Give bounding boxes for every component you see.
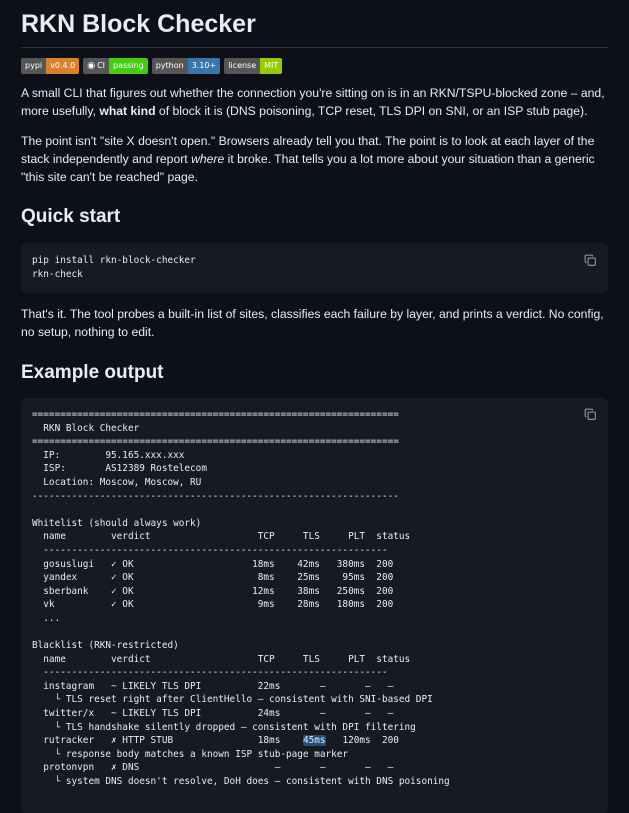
point-text-end: it broke. That tells you a lot more about your situation than a generic "this site can't be reached" page. bbox=[21, 152, 595, 184]
table-header: name verdict TCP TLS PLT status bbox=[32, 653, 411, 665]
table-row: gosuslugi ✓ OK 18ms 42ms 380ms 200 bbox=[32, 558, 394, 570]
quick-start-heading: Quick start bbox=[21, 206, 121, 227]
table-note: └ response body matches a known ISP stub-page marker bbox=[32, 748, 349, 760]
github-icon: ◉ bbox=[87, 61, 96, 71]
badge-label-text: CI bbox=[97, 61, 106, 70]
rule-line: ------------------------------------------------------------- bbox=[32, 667, 388, 679]
badge-label bbox=[224, 58, 260, 74]
whitelist-title: Whitelist (should always work) bbox=[32, 517, 202, 529]
badge-value: MIT bbox=[260, 58, 282, 74]
ellipsis-line: ... bbox=[32, 612, 61, 624]
badge-label bbox=[83, 58, 109, 74]
badge-python[interactable] bbox=[152, 58, 221, 74]
info-ip: IP: 95.165.xxx.xxx bbox=[32, 449, 185, 461]
badge-CI[interactable] bbox=[83, 58, 148, 74]
example-output-code-block bbox=[21, 398, 608, 813]
intro-paragraph bbox=[21, 84, 608, 120]
banner-line: RKN Block Checker bbox=[32, 422, 140, 434]
table-row bbox=[32, 735, 399, 746]
intro-text-end: of block it is (DNS poisoning, TCP reset, TLS DPI on SNI, or an ISP stub page). bbox=[155, 104, 588, 118]
point-paragraph bbox=[21, 132, 608, 186]
intro-text: A small CLI that figures out whether the connection you're sitting on is in an RKN/TSPU-blocked zone – and, more usefully, bbox=[21, 86, 605, 118]
copy-icon[interactable] bbox=[584, 408, 598, 422]
badge-label-text: license bbox=[228, 61, 257, 70]
rule-line: ------------------------------------------------------------- bbox=[32, 544, 388, 556]
table-row: protonvpn ✗ DNS – – – – bbox=[32, 762, 394, 774]
blacklist-title: Blacklist (RKN-restricted) bbox=[32, 640, 179, 652]
badge-value: 3.10+ bbox=[188, 58, 221, 74]
quick-start-code[interactable] bbox=[21, 243, 608, 293]
point-italic: where bbox=[191, 152, 225, 166]
page-title: RKN Block Checker bbox=[21, 0, 608, 48]
table-note: └ TLS reset right after ClientHello – consistent with SNI-based DPI bbox=[32, 694, 433, 706]
badge-row bbox=[21, 58, 608, 74]
example-output-heading: Example output bbox=[21, 362, 164, 383]
table-note: └ TLS handshake silently dropped – consistent with DPI filtering bbox=[32, 721, 416, 733]
table-row: yandex ✓ OK 8ms 25ms 95ms 200 bbox=[32, 572, 394, 584]
badge-license[interactable] bbox=[224, 58, 282, 74]
rule-line: ================================================================= bbox=[32, 409, 399, 420]
copy-icon[interactable] bbox=[584, 254, 598, 268]
quick-start-code-block bbox=[21, 243, 608, 293]
rule-line: ================================================================= bbox=[32, 436, 399, 448]
row-prefix: rutracker ✗ HTTP STUB 18ms bbox=[32, 735, 303, 747]
intro-bold: what kind bbox=[99, 104, 156, 118]
table-header: name verdict TCP TLS PLT status bbox=[32, 531, 411, 543]
badge-value: passing bbox=[109, 58, 148, 74]
badge-label bbox=[21, 58, 46, 74]
info-location: Location: Moscow, Moscow, RU bbox=[32, 476, 202, 488]
point-text: The point isn't "site X doesn't open." Browsers already tell you that. The point is to look at each layer of the stack independently and report bbox=[21, 134, 595, 166]
rule-line: ----------------------------------------------------------------- bbox=[32, 490, 399, 502]
badge-label-text: pypi bbox=[25, 61, 43, 70]
row-suffix: 120ms 200 bbox=[325, 735, 399, 747]
code-line: pip install rkn-block-checker bbox=[32, 255, 196, 266]
table-row: twitter/x ~ LIKELY TLS DPI 24ms – – – bbox=[32, 708, 394, 720]
badge-value: v0.4.0 bbox=[46, 58, 79, 74]
badge-label-text: python bbox=[155, 61, 184, 70]
table-note: └ system DNS doesn't resolve, DoH does – consistent with DNS poisoning bbox=[32, 776, 450, 788]
badge-label bbox=[152, 58, 188, 74]
example-output[interactable] bbox=[21, 398, 608, 799]
badge-pypi[interactable] bbox=[21, 58, 79, 74]
table-row: vk ✓ OK 9ms 28ms 180ms 200 bbox=[32, 599, 394, 611]
info-isp: ISP: AS12389 Rostelecom bbox=[32, 463, 207, 475]
table-row: sberbank ✓ OK 12ms 38ms 250ms 200 bbox=[32, 585, 394, 597]
code-line: rkn-check bbox=[32, 269, 83, 280]
highlighted-text: 45ms bbox=[302, 735, 326, 747]
table-row: instagram ~ LIKELY TLS DPI 22ms – – – bbox=[32, 680, 394, 692]
thats-it-paragraph: That's it. The tool probes a built-in list of sites, classifies each failure by layer, and prints a verdict. No config, no setup, nothing to edit. bbox=[21, 307, 604, 339]
